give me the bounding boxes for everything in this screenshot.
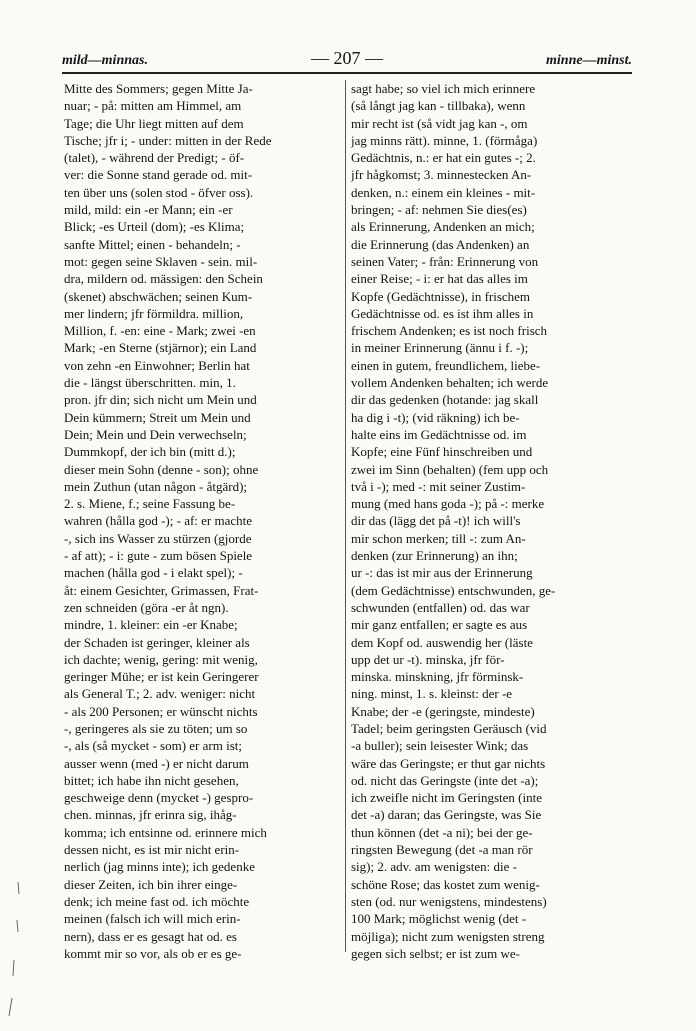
page-number: — 207 — bbox=[311, 48, 383, 68]
text-line: denken, n.: einem ein kleines - mit- bbox=[351, 184, 536, 200]
text-line: jfr hågkomst; 3. minnestecken An- bbox=[351, 167, 532, 183]
running-head-right: minne—minst. bbox=[546, 53, 632, 68]
text-line: zen schneiden (göra -er åt ngn). bbox=[64, 599, 229, 615]
text-line: det -a) daran; das Geringste, was Sie bbox=[351, 807, 542, 823]
text-line: ausser wenn (med -) er nicht darum bbox=[64, 755, 249, 771]
text-line: geringer Mühe; er ist kein Geringerer bbox=[64, 669, 259, 685]
text-line: mild, mild: ein -er Mann; ein -er bbox=[64, 202, 233, 218]
running-head-left: mild—minnas. bbox=[62, 53, 148, 68]
text-line: 2. s. Miene, f.; seine Fassung be- bbox=[64, 496, 236, 512]
text-line: Tage; die Uhr liegt mitten auf dem bbox=[64, 115, 244, 131]
text-line: dessen nicht, es ist mir nicht erin- bbox=[64, 842, 240, 858]
text-line: - als 200 Personen; er wünscht nichts bbox=[64, 703, 258, 719]
text-line: als General T.; 2. adv. weniger: nicht bbox=[64, 686, 256, 702]
left-column bbox=[64, 80, 340, 962]
text-line: bittet; ich habe ihn nicht gesehen, bbox=[64, 772, 239, 788]
text-line: komma; ich entsinne od. erinnere mich bbox=[64, 824, 267, 840]
text-line: jag minns rätt). minne, 1. (förmåga) bbox=[351, 132, 538, 148]
text-line: wäre das Geringste; er thut gar nichts bbox=[351, 755, 546, 771]
text-line: zwei im Sinn (behalten) (fem upp och bbox=[351, 461, 549, 477]
margin-pencil-mark bbox=[8, 880, 20, 1020]
text-line: ich zweifle nicht im Geringsten (inte bbox=[351, 790, 542, 806]
text-line: nerlich (jag minns inte); ich gedenke bbox=[64, 859, 255, 875]
text-line: Kopfe (Gedächtnisse), in frischem bbox=[351, 288, 531, 304]
text-line: gegen sich selbst; er ist zum we- bbox=[351, 945, 520, 961]
text-line: minska. minskning, jfr förminsk- bbox=[351, 669, 524, 685]
text-line: -, als (så mycket - som) er arm ist; bbox=[64, 738, 242, 754]
page-header bbox=[62, 48, 632, 70]
text-line: åt: einem Gesichter, Grimassen, Frat- bbox=[64, 582, 259, 598]
text-line: (talet), - während der Predigt; - öf- bbox=[64, 150, 245, 166]
text-line: frischem Andenken; es ist noch frisch bbox=[351, 323, 548, 339]
text-line: sanfte Mittel; einen - behandeln; - bbox=[64, 236, 241, 252]
text-line: sten (od. nur wenigstens, mindestens) bbox=[351, 893, 547, 909]
text-line: möjliga); nicht zum wenigsten streng bbox=[351, 928, 545, 944]
text-line: Gedächtnis, n.: er hat ein gutes -; 2. bbox=[351, 150, 536, 166]
text-line: dir das gedenken (hotande: jag skall bbox=[351, 392, 539, 408]
text-line: von zehn -en Einwohner; Berlin hat bbox=[64, 357, 250, 373]
text-line: thun können (det -a ni); bei der ge- bbox=[351, 824, 533, 840]
text-line: kommt mir so vor, als ob er es ge- bbox=[64, 945, 242, 961]
text-line: (skenet) abschwächen; seinen Kum- bbox=[64, 288, 253, 304]
text-line: Gedächtnisse od. es ist ihm alles in bbox=[351, 305, 534, 321]
text-line: der Schaden ist geringer, kleiner als bbox=[64, 634, 250, 650]
text-line: mein Zuthun (utan någon - åtgärd); bbox=[64, 478, 248, 494]
text-line: ur -: das ist mir aus der Erinnerung bbox=[351, 565, 533, 581]
text-line: Dein; Mein und Dein verwechseln; bbox=[64, 426, 247, 442]
text-line: schöne Rose; das kostet zum wenig- bbox=[351, 876, 540, 892]
text-line: ich dachte; wenig, gering: mit wenig, bbox=[64, 651, 258, 667]
text-line: nern), dass er es gesagt hat od. es bbox=[64, 928, 237, 944]
text-line: ha dig i -t); (vid räkning) ich be- bbox=[351, 409, 520, 425]
text-line: Knabe; der -e (geringste, mindeste) bbox=[351, 703, 535, 719]
text-line: od. nicht das Geringste (inte det -a); bbox=[351, 772, 539, 788]
text-line: chen. minnas, jfr erinra sig, ihåg- bbox=[64, 807, 237, 823]
text-line: nuar; - på: mitten am Himmel, am bbox=[64, 98, 242, 114]
text-line: ten über uns (solen stod - öfver oss). bbox=[64, 184, 254, 200]
text-line: mot: gegen seine Sklaven - sein. mil- bbox=[64, 253, 258, 269]
text-line: seinen Vater; - från: Erinnerung von bbox=[351, 253, 539, 269]
text-line: Tadel; beim geringsten Geräusch (vid bbox=[351, 720, 547, 736]
text-line: einer Reise; - i: er hat das alles im bbox=[351, 271, 528, 287]
text-line: -a buller); sein leisester Wink; das bbox=[351, 738, 529, 754]
text-line: -, geringeres als sie zu töten; um so bbox=[64, 720, 248, 736]
column-divider bbox=[345, 80, 346, 952]
text-line: Mitte des Sommers; gegen Mitte Ja- bbox=[64, 81, 253, 96]
text-line: mir recht ist (så vidt jag kan -, om bbox=[351, 115, 528, 131]
text-line: die Erinnerung (das Andenken) an bbox=[351, 236, 530, 252]
text-line: denken (zur Erinnerung) an ihn; bbox=[351, 548, 518, 564]
text-line: schwunden (entfallen) od. das war bbox=[351, 599, 530, 615]
text-line: upp det ur -t). minska, jfr för- bbox=[351, 651, 505, 667]
text-line: Million, f. -en: eine - Mark; zwei -en bbox=[64, 323, 256, 339]
text-line: Dein kümmern; Streit um Mein und bbox=[64, 409, 251, 425]
text-line: Kopfe; eine Fünf hinschreiben und bbox=[351, 444, 533, 460]
text-line: mir schon merken; till -: zum An- bbox=[351, 530, 526, 546]
text-line: (dem Gedächtnisse) entschwunden, ge- bbox=[351, 582, 556, 598]
text-line: geschweige denn (mycket -) gespro- bbox=[64, 790, 254, 806]
text-line: ver: die Sonne stand gerade od. mit- bbox=[64, 167, 253, 183]
text-line: in meiner Erinnerung (ännu i f. -); bbox=[351, 340, 529, 356]
text-line: Dummkopf, der ich bin (mitt d.); bbox=[64, 444, 236, 460]
text-line: Mark; -en Sterne (stjärnor); ein Land bbox=[64, 340, 257, 356]
text-line: einen in gutem, freundlichem, liebe- bbox=[351, 357, 541, 373]
right-column bbox=[351, 80, 627, 962]
text-line: Blick; -es Urteil (dom); -es Klima; bbox=[64, 219, 245, 235]
text-line: ning. minst, 1. s. kleinst: der -e bbox=[351, 686, 513, 702]
text-line: dir das (lägg det på -t)! ich will's bbox=[351, 513, 521, 529]
text-line: sig); 2. adv. am wenigsten: die - bbox=[351, 859, 517, 875]
text-line: mir ganz entfallen; er sagte es aus bbox=[351, 617, 528, 633]
text-line: dieser Zeiten, ich bin ihrer einge- bbox=[64, 876, 238, 892]
text-line: bringen; - af: nehmen Sie dies(es) bbox=[351, 202, 527, 218]
text-line: vollem Andenken behalten; ich werde bbox=[351, 375, 549, 391]
text-line: sagt habe; so viel ich mich erinnere bbox=[351, 81, 536, 96]
text-line: meinen (falsch ich will mich erin- bbox=[64, 911, 241, 927]
text-line: als Erinnerung, Andenken an mich; bbox=[351, 219, 535, 235]
text-line: denk; ich meine fast od. ich möchte bbox=[64, 893, 250, 909]
text-line: (så långt jag kan - tillbaka), wenn bbox=[351, 98, 526, 114]
text-line: 100 Mark; möglichst wenig (det - bbox=[351, 911, 527, 927]
text-line: mer lindern; jfr förmildra. million, bbox=[64, 305, 244, 321]
text-line: halte eins im Gedächtnisse od. im bbox=[351, 426, 527, 442]
text-line: dieser mein Sohn (denne - son); ohne bbox=[64, 461, 259, 477]
header-rule bbox=[62, 72, 632, 74]
text-line: - af att); - i: gute - zum bösen Spiele bbox=[64, 548, 253, 564]
text-line: dra, mildern od. mässigen: den Schein bbox=[64, 271, 263, 287]
text-line: mindre, 1. kleiner: ein -er Knabe; bbox=[64, 617, 238, 633]
text-line: mung (med hans goda -); på -: merke bbox=[351, 496, 545, 512]
text-line: Tische; jfr i; - under: mitten in der Rede bbox=[64, 132, 272, 148]
text-line: två i -); med -: mit seiner Zustim- bbox=[351, 478, 526, 494]
text-line: pron. jfr din; sich nicht um Mein und bbox=[64, 392, 257, 408]
text-line: dem Kopf od. auswendig her (läste bbox=[351, 634, 533, 650]
text-line: machen (hålla god - i elakt spel); - bbox=[64, 565, 243, 581]
text-line: die - längst überschritten. min, 1. bbox=[64, 375, 236, 391]
text-line: ringsten Bewegung (det -a man rör bbox=[351, 842, 533, 858]
text-line: -, sich ins Wasser zu stürzen (gjorde bbox=[64, 530, 252, 546]
text-line: wahren (hålla god -); - af: er machte bbox=[64, 513, 253, 529]
